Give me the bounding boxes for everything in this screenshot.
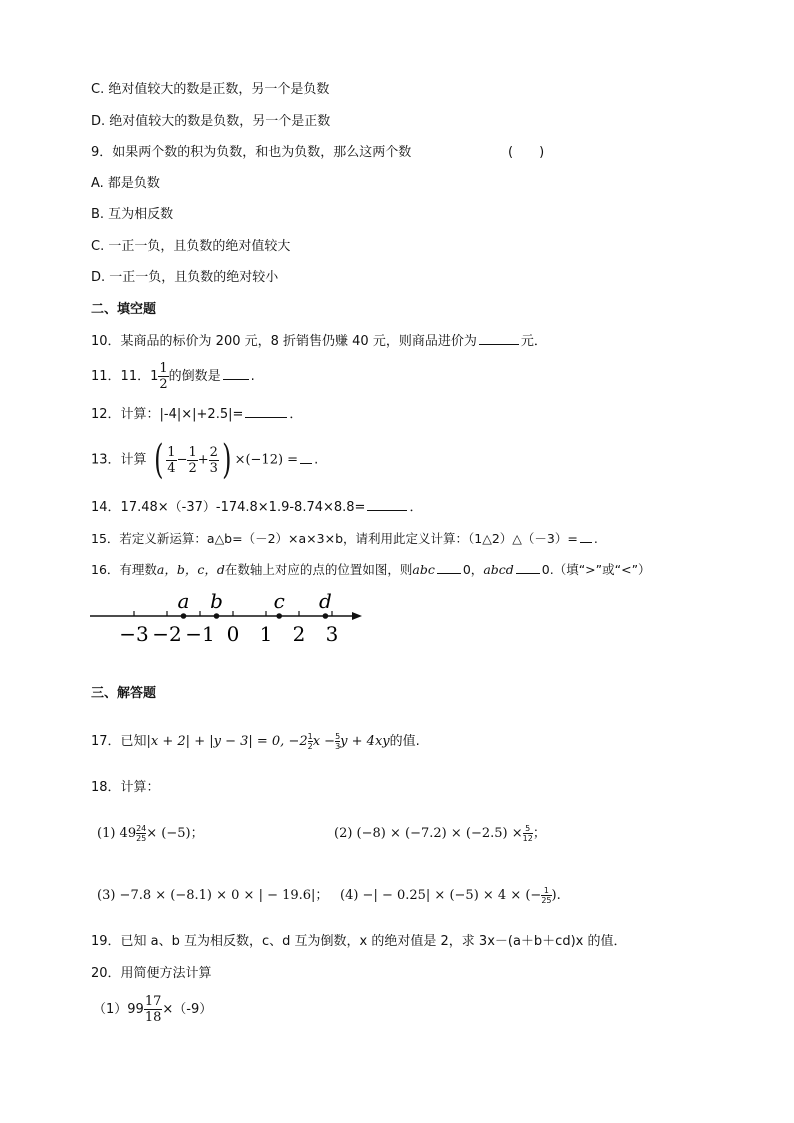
number-line-point-label-c: c	[273, 589, 285, 613]
q9-answer-paren: ( )	[508, 145, 545, 160]
q9-option-c: C. 一正一负，且负数的绝对值较大	[91, 239, 291, 254]
q14-answer-blank	[367, 497, 407, 511]
q11-frac-num: 1	[159, 361, 168, 376]
q17-f1-den: 2	[307, 742, 313, 751]
q13-f3-num: 2	[209, 444, 218, 460]
number-line-tick-label: 3	[325, 622, 339, 646]
q9-option-b: B. 互为相反数	[91, 207, 174, 222]
q16-abc: abc	[412, 562, 435, 577]
q16-blank-2	[516, 560, 540, 574]
q16-zero-1: 0，	[462, 562, 484, 577]
q14-end: ．	[409, 500, 423, 515]
q18-p4-den: 25	[541, 896, 552, 905]
q18-p2-pre: (2) (−8) × (−7.2) × (−2.5) ×	[334, 826, 523, 841]
q18-stem: 18．计算：	[91, 780, 160, 795]
q10-text: 10．某商品的标价为 200 元，8 折销售仍赚 40 元，则商品进价为	[91, 334, 477, 349]
q9-stem: 9．如果两个数的积为负数，和也为负数，那么这两个数	[91, 145, 412, 160]
q13-f3-den: 3	[209, 460, 218, 476]
q12	[91, 404, 302, 425]
q17	[91, 728, 420, 756]
q17-f2-den: 3	[335, 742, 341, 751]
q13-end: .	[314, 452, 319, 468]
number-line-point-a	[181, 613, 187, 619]
q18-p2-fraction	[523, 824, 533, 843]
q15	[91, 529, 598, 549]
q18-part-1	[97, 820, 204, 848]
q13-f2-den: 2	[188, 460, 197, 476]
q17-f2-num: 5	[335, 732, 341, 741]
number-line-tick-label: −2	[152, 622, 182, 646]
q16-zero-2: 0.（填“>”或“<”）	[541, 562, 651, 577]
q13-fraction-1	[166, 445, 176, 476]
q18-p1-num: 24	[136, 824, 147, 833]
q18-p1-pre: (1) 49	[97, 826, 137, 841]
number-line-tick-label: −3	[119, 622, 149, 646]
q16	[91, 560, 651, 580]
q13	[91, 437, 319, 483]
q20-part-1	[93, 994, 212, 1026]
number-line-point-label-b: b	[210, 589, 223, 613]
q13-f2-num: 1	[188, 444, 197, 460]
q18-part-2	[334, 820, 546, 848]
q18-p4-num: 1	[541, 886, 551, 896]
number-line-point-label-d: d	[318, 589, 332, 613]
q12-end: ．	[289, 407, 303, 422]
q20-p1-den: 18	[144, 1010, 162, 1025]
q16-blank-1	[437, 560, 461, 574]
q18-p1-fraction	[136, 824, 146, 843]
number-line-figure	[88, 586, 378, 648]
q11-fraction	[158, 361, 168, 392]
q13-right-paren: )	[222, 437, 232, 483]
q20-stem: 20．用简便方法计算	[91, 966, 212, 981]
number-line-point-d	[323, 613, 329, 619]
q18-p1-den: 25	[136, 834, 147, 843]
q13-op-plus: +	[197, 452, 209, 468]
q20-p1-num: 17	[144, 994, 162, 1009]
number-line-tick-label: 1	[259, 622, 273, 646]
number-line-tick-label: −1	[185, 622, 215, 646]
q11-answer-blank	[223, 366, 249, 380]
number-line-point-b	[214, 613, 220, 619]
q13-answer-blank	[300, 450, 312, 464]
q11	[91, 361, 255, 392]
q12-text: 12．计算：|-4|×|+2.5|=	[91, 407, 244, 422]
q10	[91, 331, 547, 352]
q10-answer-blank	[479, 331, 519, 345]
q17-end: 的值.	[389, 734, 420, 749]
q17-post: y + 4xy	[340, 734, 390, 749]
q18-p4-pre: (4) −| − 0.25| × (−5) × 4 × (−	[340, 888, 542, 903]
q16-abcd: abcd	[483, 562, 514, 577]
q12-answer-blank	[245, 404, 287, 418]
q13-prefix: 13．计算	[91, 452, 147, 468]
q18-p2-num: 5	[523, 824, 533, 834]
q8-option-c: C. 绝对值较大的数是正数，另一个是负数	[91, 82, 330, 97]
q15-text: 15．若定义新运算：a△b=（－2）×a×3×b，请利用此定义计算：（1△2）△（－3）=	[91, 531, 578, 546]
q18-part-3: (3) −7.8 × (−8.1) × 0 × | − 19.6|；	[97, 888, 329, 903]
q13-left-paren: (	[153, 437, 164, 483]
q20-p1-post: ×（-9）	[162, 1002, 213, 1017]
q20-p1-pre: （1）99	[93, 1002, 144, 1017]
q17-mid: x −	[312, 734, 336, 749]
q13-times: ×(−12) =	[234, 452, 299, 468]
q18-p4-fraction	[541, 886, 551, 905]
q15-end: .	[593, 531, 598, 546]
q11-end: .	[250, 369, 255, 384]
q11-frac-den: 2	[159, 377, 168, 392]
q16-prefix: 16．有理数	[91, 562, 157, 577]
q16-mid: 在数轴上对应的点的位置如图，则	[224, 562, 413, 577]
q20-p1-fraction	[144, 994, 163, 1025]
q13-fraction-3	[209, 445, 219, 476]
q13-f1-den: 4	[167, 460, 176, 476]
number-line-point-label-a: a	[177, 589, 190, 613]
q13-fraction-2	[187, 445, 197, 476]
q17-prefix: 17．已知	[91, 734, 147, 749]
q18-p2-den: 12	[522, 834, 533, 843]
q13-f1-num: 1	[167, 444, 176, 460]
q8-option-d: D. 绝对值较大的数是负数，另一个是正数	[91, 114, 331, 129]
q15-answer-blank	[580, 529, 592, 543]
q11-text: 的倒数是	[168, 369, 221, 384]
q17-condition: |x + 2| + |y − 3| = 0, −2	[146, 734, 308, 749]
q16-vars: a，b，c，d	[156, 562, 225, 577]
number-line-arrow-icon	[352, 612, 362, 620]
q19: 19．已知 a、b 互为相反数，c、d 互为倒数，x 的绝对值是 2，求 3x－(a＋b＋cd)x 的值．	[91, 934, 627, 949]
q17-f1-num: 1	[307, 732, 313, 741]
q18-p2-post: ；	[532, 826, 546, 841]
section-title-fill-blank: 二、填空题	[91, 302, 157, 317]
q9-option-d: D. 一正一负，且负数的绝对较小	[91, 270, 279, 285]
q11-prefix: 11．11．1	[91, 369, 159, 384]
q18-p4-post: ).	[551, 888, 561, 903]
q14	[91, 497, 422, 518]
q10-end: 元．	[520, 334, 547, 349]
q13-op-minus: −	[176, 452, 188, 468]
section-title-answer: 三、解答题	[91, 686, 157, 701]
number-line-tick-label: 0	[226, 622, 240, 646]
q18-part-4	[340, 882, 561, 910]
q18-p1-post: × (−5)；	[146, 826, 204, 841]
number-line-point-c	[276, 613, 282, 619]
q9-option-a: A. 都是负数	[91, 176, 160, 191]
q14-text: 14．17.48×（-37）-174.8×1.9-8.74×8.8=	[91, 500, 366, 515]
number-line-tick-label: 2	[292, 622, 306, 646]
